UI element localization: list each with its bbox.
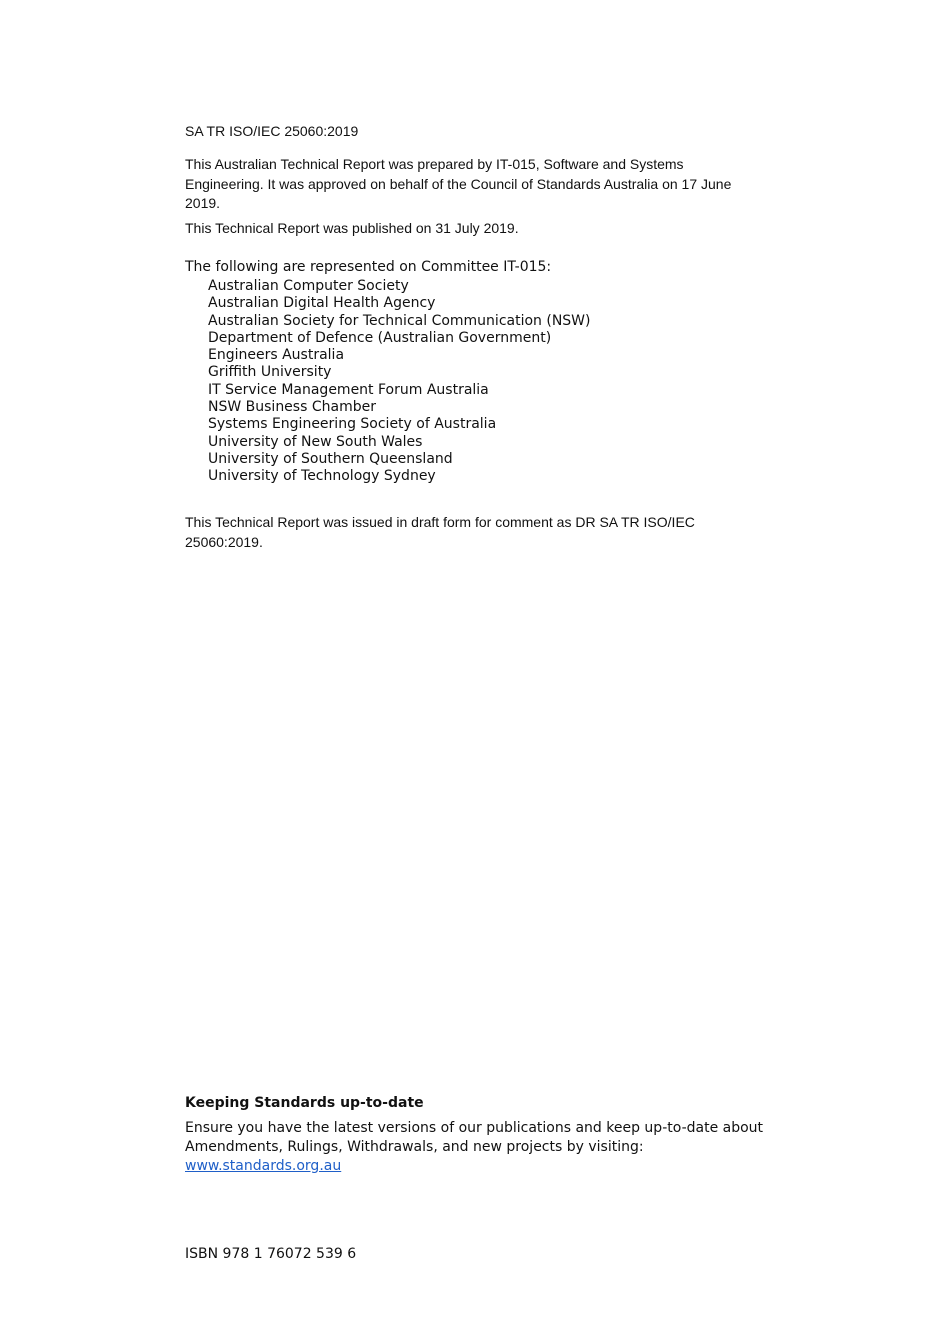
committee-member: NSW Business Chamber — [208, 399, 376, 416]
keeping-standards-body: Ensure you have the latest versions of our publications and keep up-to-date about Amendments, Rulings, Withdrawals, and new projects by visiting: — [185, 1120, 764, 1155]
committee-member: University of New South Wales — [208, 433, 423, 450]
committee-member: IT Service Management Forum Australia — [208, 381, 489, 398]
committee-member: Australian Digital Health Agency — [208, 295, 436, 312]
draft-note: This Technical Report was issued in draft form for comment as DR SA TR ISO/IEC 25060:2019. — [185, 514, 695, 550]
committee-member: University of Technology Sydney — [208, 468, 436, 485]
isbn: ISBN 978 1 76072 539 6 — [185, 1246, 357, 1262]
committee-member: Griffith University — [208, 364, 332, 381]
committee-member: Australian Computer Society — [208, 278, 409, 294]
committee-member: Systems Engineering Society of Australia — [208, 416, 497, 433]
committee-intro: The following are represented on Committee IT-015: — [185, 259, 552, 275]
published-statement: This Technical Report was published on 31 July 2019. — [185, 220, 519, 236]
committee-member: University of Southern Queensland — [208, 450, 453, 467]
committee-member: Australian Society for Technical Communication (NSW) — [208, 312, 591, 329]
prepared-statement: This Australian Technical Report was prepared by IT-015, Software and Systems Engineering. It was approved on behalf of the Council of Standards Australia on 17 June 2019. — [185, 156, 732, 211]
document-id: SA TR ISO/IEC 25060:2019 — [185, 123, 359, 139]
keeping-standards-text — [185, 1119, 785, 1176]
committee-member: Engineers Australia — [208, 347, 345, 364]
committee-member: Department of Defence (Australian Government) — [208, 329, 552, 346]
keeping-standards-heading: Keeping Standards up-to-date — [185, 1095, 424, 1111]
standards-website-link[interactable]: www.standards.org.au — [185, 1158, 342, 1174]
committee-member-list — [208, 278, 590, 486]
